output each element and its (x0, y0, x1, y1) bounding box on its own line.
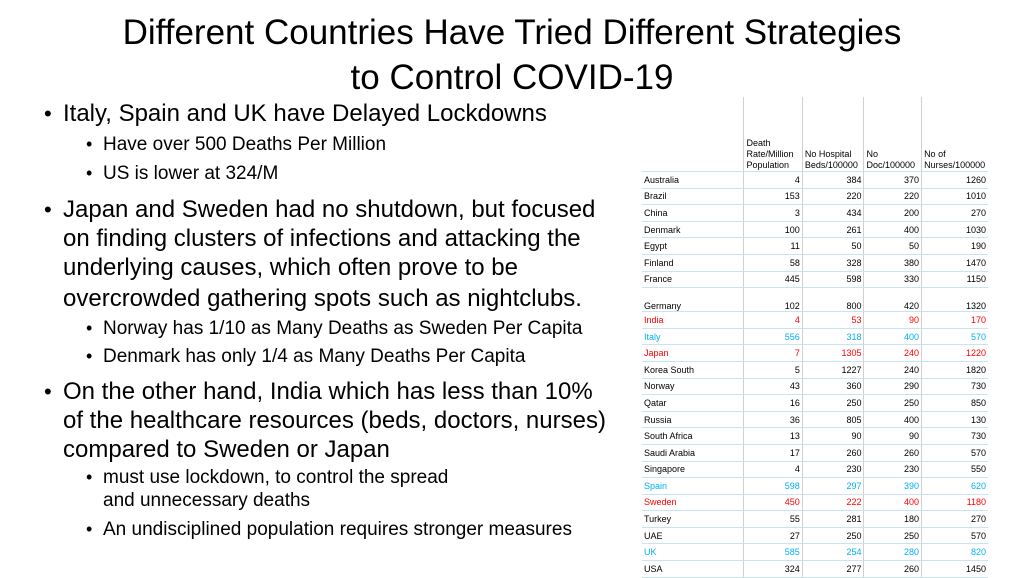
cell-country: UK (642, 544, 744, 561)
bullet-1: Italy, Spain and UK have Delayed Lockdowns (63, 100, 547, 127)
cell-doctors: 250 (864, 527, 922, 544)
cell-hospital-beds: 254 (802, 544, 864, 561)
table-row (642, 221, 988, 238)
table-row (642, 254, 988, 271)
cell-death-rate: 36 (744, 411, 802, 428)
cell-hospital-beds: 261 (802, 221, 864, 238)
bullet-2-line-4: overcrowded gathering spots such as nightclubs. (63, 285, 582, 312)
bullet-2-line-2: on finding clusters of infections and attacking the (63, 225, 581, 252)
sub-bullet-dot: • (86, 467, 93, 487)
cell-hospital-beds: 220 (802, 188, 864, 205)
cell-hospital-beds: 90 (802, 428, 864, 445)
cell-hospital-beds: 50 (802, 238, 864, 255)
table-row (642, 494, 988, 511)
bullet-3 (63, 377, 606, 464)
cell-nurses: 1220 (922, 345, 988, 362)
cell-nurses: 730 (922, 378, 988, 395)
cell-hospital-beds: 1305 (802, 345, 864, 362)
cell-death-rate: 4 (744, 461, 802, 478)
cell-death-rate: 450 (744, 494, 802, 511)
cell-country: Brazil (642, 188, 744, 205)
cell-doctors: 230 (864, 461, 922, 478)
sub-bullet-dot: • (86, 519, 93, 539)
cell-nurses: 1470 (922, 254, 988, 271)
table-row (642, 288, 988, 312)
cell-country: Italy (642, 328, 744, 345)
cell-hospital-beds: 318 (802, 328, 864, 345)
sub-bullet-dot: • (86, 163, 93, 183)
cell-death-rate: 11 (744, 238, 802, 255)
bullet-2 (63, 195, 595, 313)
bullet-1-sub-2: US is lower at 324/M (103, 163, 279, 184)
table-row (642, 544, 988, 561)
cell-country: Norway (642, 378, 744, 395)
cell-death-rate: 102 (744, 288, 802, 312)
cell-nurses: 1180 (922, 494, 988, 511)
cell-doctors: 400 (864, 411, 922, 428)
cell-death-rate: 3 (744, 205, 802, 222)
cell-hospital-beds: 598 (802, 271, 864, 288)
cell-country: Korea South (642, 361, 744, 378)
sub-bullet-dot: • (86, 318, 93, 338)
bullet-3-sub-2: An undisciplined population requires stronger measures (103, 519, 572, 540)
cell-country: Australia (642, 172, 744, 189)
bullet-2-sub-1: Norway has 1/10 as Many Deaths as Sweden Per Capita (103, 318, 583, 339)
cell-nurses: 730 (922, 428, 988, 445)
cell-death-rate: 445 (744, 271, 802, 288)
header-country (642, 97, 744, 172)
cell-country: South Africa (642, 428, 744, 445)
cell-country: Turkey (642, 511, 744, 528)
cell-country: Spain (642, 478, 744, 495)
cell-country: Egypt (642, 238, 744, 255)
cell-country: Finland (642, 254, 744, 271)
table-row (642, 461, 988, 478)
cell-doctors: 250 (864, 395, 922, 412)
cell-hospital-beds: 277 (802, 561, 864, 578)
table-row (642, 345, 988, 362)
cell-hospital-beds: 250 (802, 527, 864, 544)
cell-death-rate: 4 (744, 172, 802, 189)
cell-death-rate: 27 (744, 527, 802, 544)
cell-doctors: 240 (864, 361, 922, 378)
cell-country: Singapore (642, 461, 744, 478)
bullet-dot: • (44, 197, 52, 222)
table-row (642, 411, 988, 428)
bullet-3-line-2: of the healthcare resources (beds, doctors, nurses) (63, 407, 606, 434)
cell-country: India (642, 312, 744, 329)
header-hospital-beds: No Hospital Beds/100000 (802, 97, 864, 172)
cell-hospital-beds: 805 (802, 411, 864, 428)
cell-nurses: 1820 (922, 361, 988, 378)
table-row (642, 361, 988, 378)
cell-nurses: 1010 (922, 188, 988, 205)
cell-nurses: 170 (922, 312, 988, 329)
cell-nurses: 130 (922, 411, 988, 428)
cell-doctors: 370 (864, 172, 922, 189)
cell-hospital-beds: 297 (802, 478, 864, 495)
cell-hospital-beds: 260 (802, 444, 864, 461)
cell-nurses: 550 (922, 461, 988, 478)
cell-death-rate: 556 (744, 328, 802, 345)
cell-hospital-beds: 1227 (802, 361, 864, 378)
bullet-1-sub-1: Have over 500 Deaths Per Million (103, 134, 387, 155)
cell-hospital-beds: 360 (802, 378, 864, 395)
bullet-dot: • (44, 101, 52, 126)
cell-doctors: 400 (864, 328, 922, 345)
table-row (642, 511, 988, 528)
cell-death-rate: 324 (744, 561, 802, 578)
table-row (642, 478, 988, 495)
table-row (642, 312, 988, 329)
cell-doctors: 330 (864, 271, 922, 288)
cell-nurses: 1030 (922, 221, 988, 238)
header-doctors: No Doc/100000 (864, 97, 922, 172)
cell-death-rate: 100 (744, 221, 802, 238)
bullet-2-line-3: underlying causes, which often prove to be (63, 254, 518, 281)
cell-nurses: 1320 (922, 288, 988, 312)
slide-title-line2: to Control COVID-19 (350, 58, 674, 97)
cell-hospital-beds: 230 (802, 461, 864, 478)
table-header-row (642, 97, 988, 172)
bullet-dot: • (44, 379, 52, 404)
cell-death-rate: 13 (744, 428, 802, 445)
cell-country: France (642, 271, 744, 288)
cell-hospital-beds: 53 (802, 312, 864, 329)
table-row (642, 172, 988, 189)
cell-death-rate: 58 (744, 254, 802, 271)
table-row (642, 561, 988, 578)
cell-nurses: 1450 (922, 561, 988, 578)
cell-nurses: 850 (922, 395, 988, 412)
cell-country: Germany (642, 288, 744, 312)
cell-doctors: 380 (864, 254, 922, 271)
table-row (642, 428, 988, 445)
cell-country: Japan (642, 345, 744, 362)
cell-death-rate: 43 (744, 378, 802, 395)
cell-death-rate: 17 (744, 444, 802, 461)
cell-nurses: 190 (922, 238, 988, 255)
cell-death-rate: 598 (744, 478, 802, 495)
bullet-3-sub-1-line-1: must use lockdown, to control the spread (103, 467, 449, 488)
table-row (642, 444, 988, 461)
sub-bullet-dot: • (86, 134, 93, 154)
table-row (642, 527, 988, 544)
cell-nurses: 570 (922, 527, 988, 544)
cell-death-rate: 5 (744, 361, 802, 378)
cell-nurses: 270 (922, 511, 988, 528)
cell-death-rate: 585 (744, 544, 802, 561)
cell-nurses: 620 (922, 478, 988, 495)
cell-doctors: 90 (864, 428, 922, 445)
table-row (642, 395, 988, 412)
cell-doctors: 220 (864, 188, 922, 205)
cell-country: Qatar (642, 395, 744, 412)
cell-nurses: 270 (922, 205, 988, 222)
cell-doctors: 180 (864, 511, 922, 528)
cell-hospital-beds: 328 (802, 254, 864, 271)
cell-country: China (642, 205, 744, 222)
bullet-2-line-1: Japan and Sweden had no shutdown, but focused (63, 196, 596, 223)
table-row (642, 238, 988, 255)
cell-doctors: 260 (864, 444, 922, 461)
cell-doctors: 400 (864, 494, 922, 511)
table-row (642, 271, 988, 288)
cell-country: USA (642, 561, 744, 578)
cell-hospital-beds: 800 (802, 288, 864, 312)
cell-hospital-beds: 222 (802, 494, 864, 511)
cell-death-rate: 4 (744, 312, 802, 329)
cell-hospital-beds: 434 (802, 205, 864, 222)
table-row (642, 188, 988, 205)
cell-nurses: 570 (922, 328, 988, 345)
cell-nurses: 1150 (922, 271, 988, 288)
cell-death-rate: 7 (744, 345, 802, 362)
header-nurses: No of Nurses/100000 (922, 97, 988, 172)
table-row (642, 205, 988, 222)
bullet-3-sub-1-line-2: and unnecessary deaths (103, 490, 311, 511)
cell-nurses: 820 (922, 544, 988, 561)
cell-doctors: 240 (864, 345, 922, 362)
bullet-3-line-1: On the other hand, India which has less than 10% (63, 378, 593, 405)
cell-hospital-beds: 250 (802, 395, 864, 412)
table-row (642, 328, 988, 345)
bullet-3-line-3: compared to Sweden or Japan (63, 436, 390, 463)
bullet-2-sub-2: Denmark has only 1/4 as Many Deaths Per Capita (103, 346, 526, 367)
cell-country: Russia (642, 411, 744, 428)
cell-country: Sweden (642, 494, 744, 511)
table-row (642, 378, 988, 395)
cell-death-rate: 16 (744, 395, 802, 412)
country-data-table (642, 97, 988, 578)
cell-doctors: 200 (864, 205, 922, 222)
cell-death-rate: 55 (744, 511, 802, 528)
cell-country: UAE (642, 527, 744, 544)
cell-doctors: 400 (864, 221, 922, 238)
cell-doctors: 90 (864, 312, 922, 329)
cell-doctors: 390 (864, 478, 922, 495)
cell-hospital-beds: 281 (802, 511, 864, 528)
slide-title (0, 10, 1024, 100)
cell-nurses: 570 (922, 444, 988, 461)
cell-hospital-beds: 384 (802, 172, 864, 189)
bullet-3-sub-1 (103, 466, 448, 512)
cell-doctors: 280 (864, 544, 922, 561)
cell-death-rate: 153 (744, 188, 802, 205)
cell-doctors: 50 (864, 238, 922, 255)
header-death-rate: Death Rate/Million Population (744, 97, 802, 172)
cell-country: Saudi Arabia (642, 444, 744, 461)
cell-doctors: 420 (864, 288, 922, 312)
sub-bullet-dot: • (86, 346, 93, 366)
cell-nurses: 1260 (922, 172, 988, 189)
cell-doctors: 290 (864, 378, 922, 395)
cell-doctors: 260 (864, 561, 922, 578)
slide-title-line1: Different Countries Have Tried Different Strategies (122, 13, 902, 52)
cell-country: Denmark (642, 221, 744, 238)
